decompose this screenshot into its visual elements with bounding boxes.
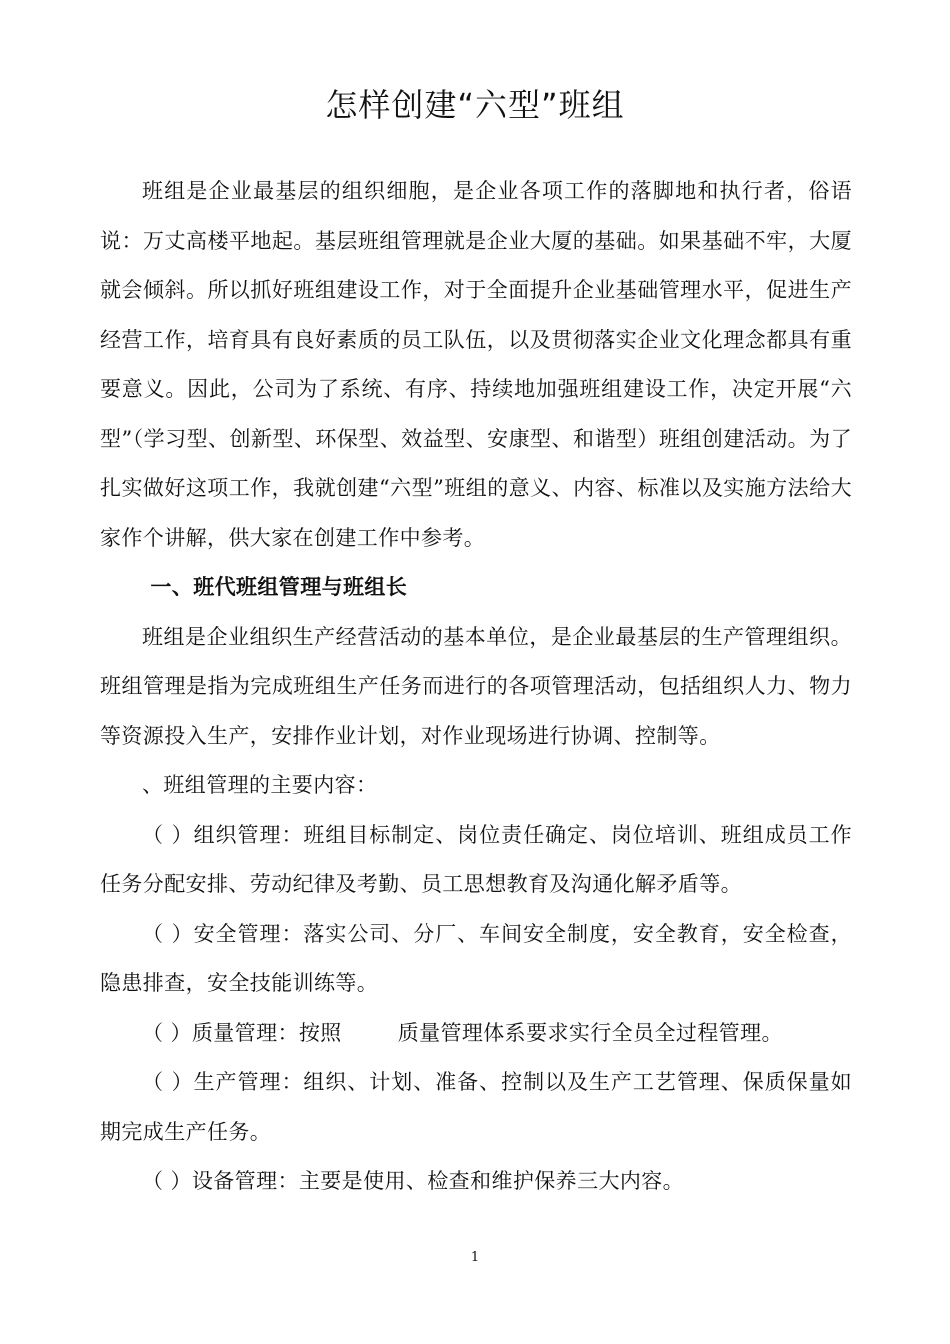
item-safety: （ ）安全管理：落实公司、分厂、车间安全制度，安全教育，安全检查，隐患排查，安全技能训练等。 [100, 921, 852, 995]
item-organization: （ ）组织管理：班组目标制定、岗位责任确定、岗位培训、班组成员工作任务分配安排、劳动纪律及考勤、员工思想教育及沟通化解矛盾等。 [100, 822, 852, 896]
document-title: 怎样创建“六型”班组 [325, 86, 625, 124]
item-quality [100, 1009, 852, 1059]
item-production: （ ）生产管理：组织、计划、准备、控制以及生产工艺管理、保质保量如期完成生产任务。 [100, 1070, 852, 1144]
item-equipment: （ ）设备管理：主要是使用、检查和维护保养三大内容。 [142, 1169, 685, 1193]
document-body [100, 167, 852, 1207]
intro-paragraph: 班组是企业最基层的组织细胞，是企业各项工作的落脚地和执行者，俗语说：万丈高楼平地起。基层班组管理就是企业大厦的基础。如果基础不牢，大厦就会倾斜。所以抓好班组建设工作，对于全面提升企业基础管理水平，促进生产经营工作，培育具有良好素质的员工队伍，以及贯彻落实企业文化理念都具有重要意义。因此，公司为了系统、有序、持续地加强班组建设工作，决定开展“六型”（学习型、创新型、环保型、效益型、安康型、和谐型）班组创建活动。为了扎实做好这项工作，我就创建“六型”班组的意义、内容、标准以及实施方法给大家作个讲解，供大家在创建工作中参考。 [100, 179, 852, 550]
page-number: 1 [470, 1250, 480, 1265]
item-quality-end: 质量管理体系要求实行全员全过程管理。 [397, 1020, 783, 1045]
item-quality-start: （ ）质量管理：按照 [142, 1020, 342, 1045]
section-heading: 一、班代班组管理与班组长 [150, 575, 408, 599]
section-paragraph: 班组是企业组织生产经营活动的基本单位，是企业最基层的生产管理组织。班组管理是指为完成班组生产任务而进行的各项管理活动，包括组织人力、物力等资源投入生产，安排作业计划，对作业现场进行协调、控制等。 [100, 624, 852, 748]
sub-heading: 、班组管理的主要内容： [142, 773, 378, 797]
